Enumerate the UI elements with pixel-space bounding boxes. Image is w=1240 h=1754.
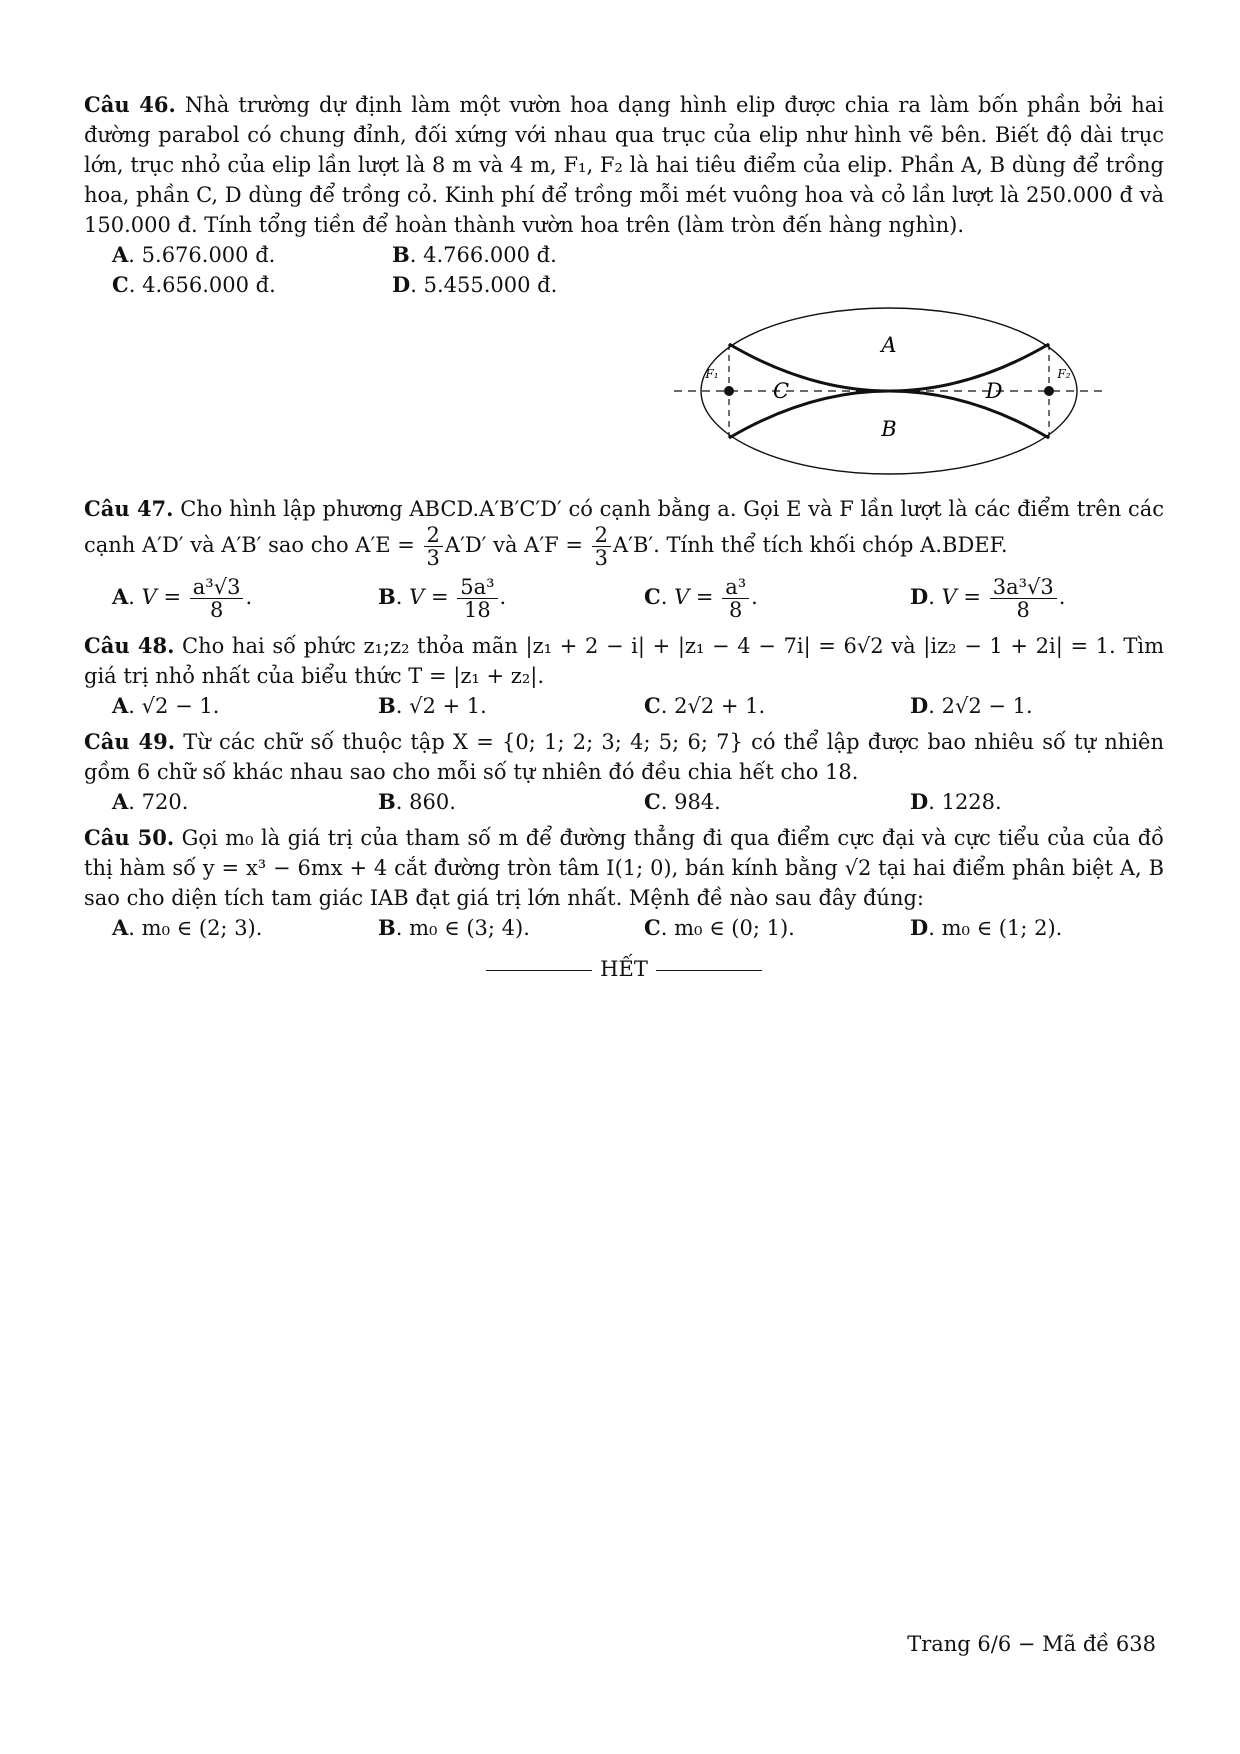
focus-f2-label: F₂ bbox=[1057, 367, 1071, 381]
question-47-options bbox=[112, 569, 1164, 625]
option-c[interactable]: C. 984. bbox=[644, 789, 721, 814]
end-text: HẾT bbox=[600, 957, 648, 981]
question-49-options bbox=[112, 787, 1164, 817]
question-47-text-1: Cho hình lập phương ABCD.A′B′C′D′ có cạnh bằng a. Gọi E và F lần lượt là các điểm trên các cạnh A′D′ và A′B′ sao cho A′E = bbox=[84, 497, 1164, 557]
option-c[interactable]: C. 2√2 + 1. bbox=[644, 693, 766, 718]
option-b[interactable]: B. 860. bbox=[378, 789, 456, 814]
question-47-text-3: A′B′. Tính thể tích khối chóp A.BDEF. bbox=[613, 533, 1008, 557]
option-a[interactable]: A. V = $\frac{\text{a³√3}}{8}$ . bbox=[112, 575, 253, 622]
fraction-two-thirds: $\frac{2}{3}$ bbox=[424, 524, 443, 569]
question-48 bbox=[84, 631, 1164, 691]
question-49 bbox=[84, 727, 1164, 787]
option-c[interactable]: C. 4.656.000 đ. bbox=[112, 272, 276, 297]
question-46-options bbox=[112, 240, 1164, 300]
question-46-label: Câu 46. bbox=[84, 92, 176, 117]
focus-f1-label: F₁ bbox=[705, 367, 719, 381]
end-marker bbox=[84, 957, 1164, 981]
focus-f2-point bbox=[1044, 386, 1054, 396]
question-49-text: Từ các chữ số thuộc tập X = {0; 1; 2; 3; 4; 5; 6; 7} có thể lập được bao nhiêu số tự nhiên gồm 6 chữ số khác nhau sao cho mỗi số tự nhiên đó đều chia hết cho 18. bbox=[84, 730, 1165, 784]
fraction-two-thirds: $\frac{2}{3}$ bbox=[592, 524, 611, 569]
option-d[interactable]: D. V = $\frac{\text{3a³√3}}{8}$ . bbox=[910, 575, 1066, 622]
question-49-label: Câu 49. bbox=[84, 729, 176, 754]
question-50-options bbox=[112, 913, 1164, 943]
option-b[interactable]: B. m₀ ∈ (3; 4). bbox=[378, 915, 530, 940]
region-a-label: A bbox=[881, 333, 897, 357]
ellipse-diagram bbox=[674, 304, 1104, 494]
option-d[interactable]: D. m₀ ∈ (1; 2). bbox=[910, 915, 1063, 940]
end-rule-left bbox=[486, 970, 592, 971]
question-48-text: Cho hai số phức z₁;z₂ thỏa mãn |z₁ + 2 − i| + |z₁ − 4 − 7i| = 6√2 và |iz₂ − 1 + 2i| = 1. Tìm giá trị nhỏ nhất của biểu thức T = |z₁ + z₂|. bbox=[84, 634, 1164, 688]
option-a[interactable]: A. 720. bbox=[112, 789, 189, 814]
question-47 bbox=[84, 494, 1164, 569]
option-c[interactable]: C. V = $\frac{\text{a³}}{8}$ . bbox=[644, 575, 758, 622]
page-footer: Trang 6/6 − Mã đề 638 bbox=[907, 1632, 1156, 1656]
question-50-label: Câu 50. bbox=[84, 825, 175, 850]
region-b-label: B bbox=[881, 417, 897, 441]
option-d[interactable]: D. 2√2 − 1. bbox=[910, 693, 1033, 718]
question-48-options bbox=[112, 691, 1164, 721]
end-rule-right bbox=[656, 970, 762, 971]
option-c[interactable]: C. m₀ ∈ (0; 1). bbox=[644, 915, 795, 940]
question-46-text: Nhà trường dự định làm một vườn hoa dạng hình elip được chia ra làm bốn phần bởi hai đường parabol có chung đỉnh, đối xứng với nhau qua trục của elip như hình vẽ bên. Biết độ dài trục lớn, trục nhỏ của elip lần lượt là 8 m và 4 m, F₁, F₂ là hai tiêu điểm của elip. Phần A, B dùng để trồng hoa, phần C, D dùng để trồng cỏ. Kinh phí để trồng mỗi mét vuông hoa và cỏ lần lượt là 250.000 đ và 150.000 đ. Tính tổng tiền để hoàn thành vườn hoa trên (làm tròn đến hàng nghìn). bbox=[84, 93, 1165, 237]
exam-page bbox=[84, 90, 1164, 981]
option-d[interactable]: D. 5.455.000 đ. bbox=[392, 272, 558, 297]
question-47-text-2: A′D′ và A′F = bbox=[444, 533, 583, 557]
option-b[interactable]: B. V = $\frac{\text{5a³}}{18}$ . bbox=[378, 575, 507, 622]
option-d[interactable]: D. 1228. bbox=[910, 789, 1002, 814]
question-46 bbox=[84, 90, 1164, 240]
focus-f1-point bbox=[724, 386, 734, 396]
question-50 bbox=[84, 823, 1164, 913]
region-d-label: D bbox=[985, 379, 1003, 403]
option-b[interactable]: B. √2 + 1. bbox=[378, 693, 487, 718]
region-c-label: C bbox=[772, 379, 790, 403]
question-48-label: Câu 48. bbox=[84, 633, 175, 658]
question-47-label: Câu 47. bbox=[84, 496, 174, 521]
option-b[interactable]: B. 4.766.000 đ. bbox=[392, 242, 557, 267]
option-a[interactable]: A. m₀ ∈ (2; 3). bbox=[112, 915, 263, 940]
question-50-text: Gọi m₀ là giá trị của tham số m để đường thẳng đi qua điểm cực đại và cực tiểu của của đồ thị hàm số y = x³ − 6mx + 4 cắt đường tròn tâm I(1; 0), bán kính bằng √2 tại hai điểm phân biệt A, B sao cho diện tích tam giác IAB đạt giá trị lớn nhất. Mệnh đề nào sau đây đúng: bbox=[84, 826, 1164, 910]
option-a[interactable]: A. 5.676.000 đ. bbox=[112, 242, 276, 267]
ellipse-garden-figure bbox=[84, 304, 1164, 494]
option-a[interactable]: A. √2 − 1. bbox=[112, 693, 220, 718]
